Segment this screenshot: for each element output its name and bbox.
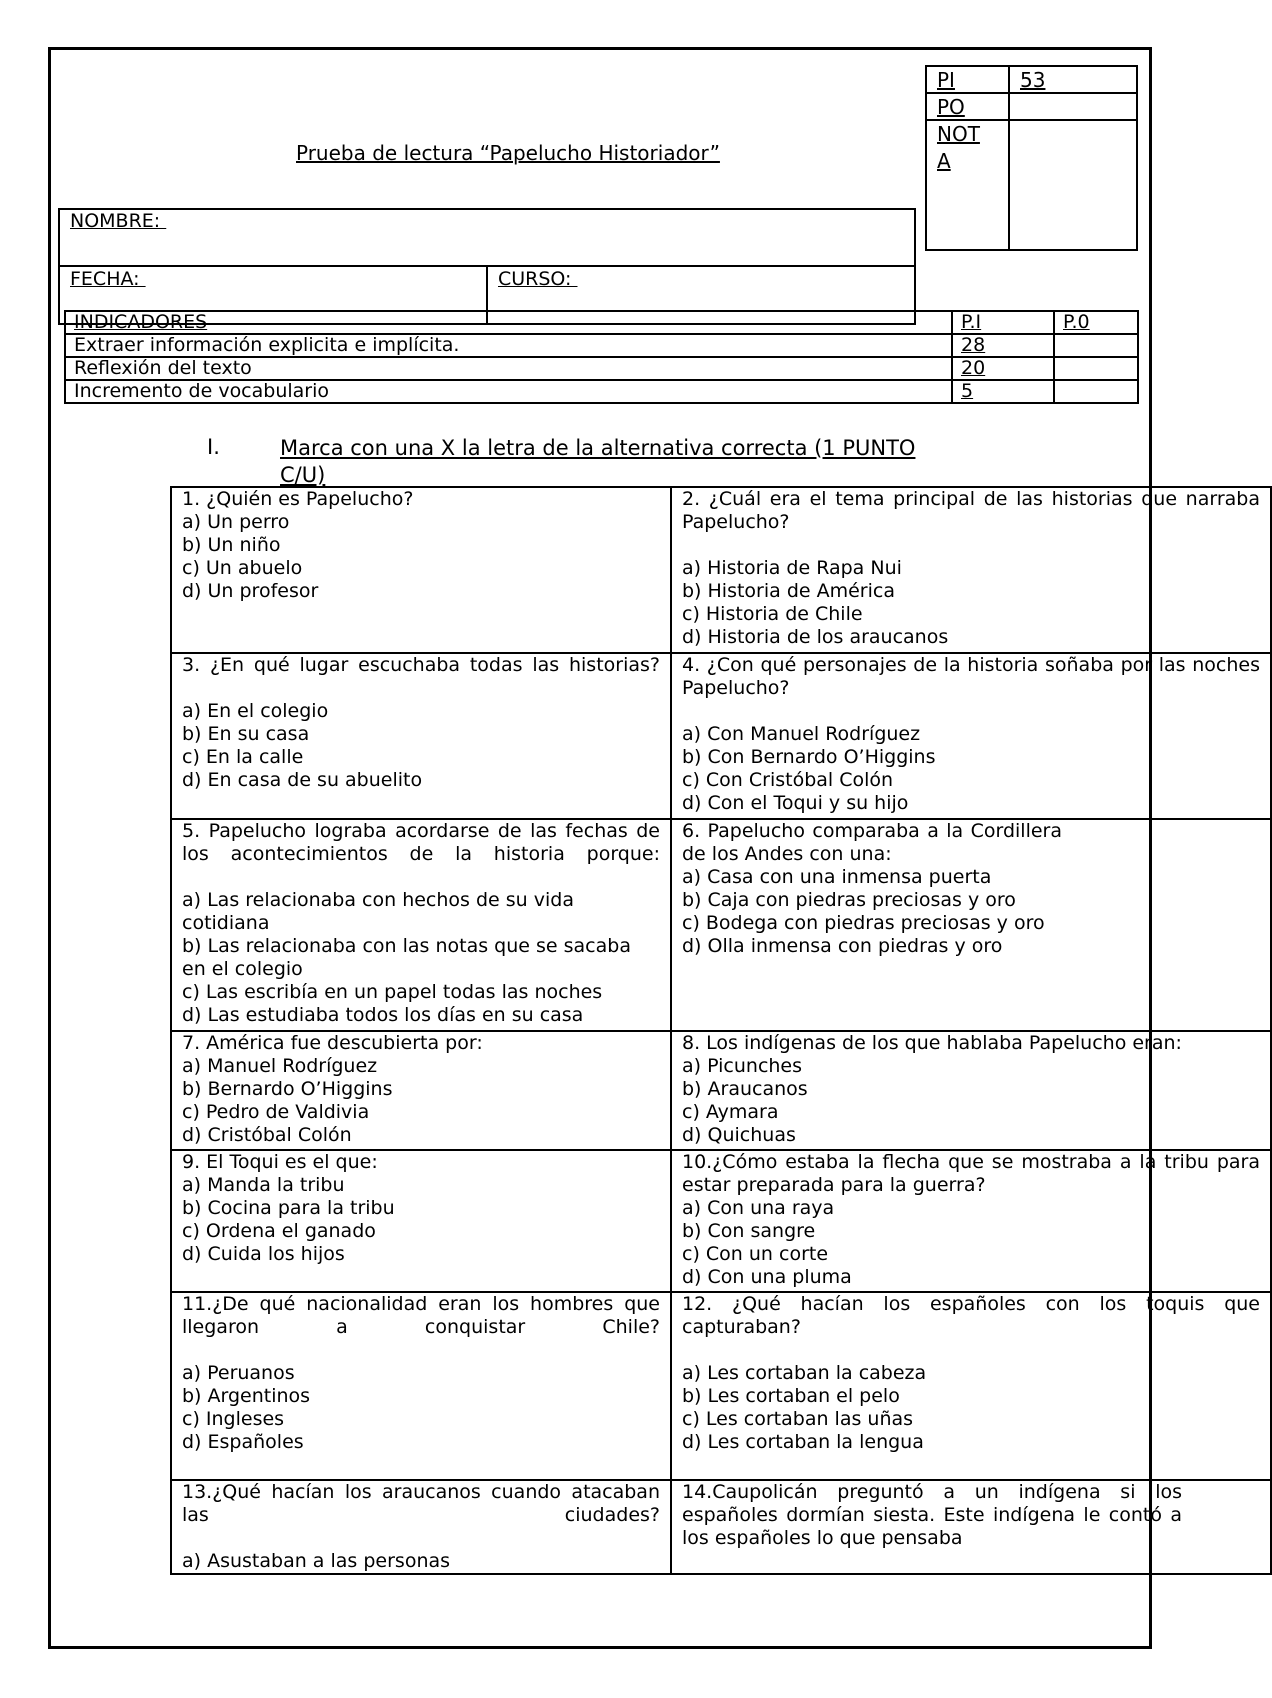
indicator-row — [65, 357, 1138, 380]
score-box-row-divider — [925, 119, 1138, 121]
answer-option[interactable]: d) Con el Toqui y su hijo — [682, 792, 909, 814]
answer-option[interactable]: a) Historia de Rapa Nui — [682, 557, 902, 579]
answer-option[interactable]: c) Historia de Chile — [682, 603, 863, 625]
answer-option[interactable]: b) Con Bernardo O’Higgins — [682, 746, 936, 768]
answer-option[interactable]: a) Con una raya — [682, 1197, 835, 1219]
question-cell — [671, 819, 1271, 1031]
question-row — [171, 1292, 1271, 1480]
page-title: Prueba de lectura “Papelucho Historiador” — [296, 141, 720, 165]
question-cell — [671, 1031, 1271, 1150]
answer-option[interactable]: a) Un perro — [182, 511, 290, 533]
answer-option[interactable]: c) Con Cristóbal Colón — [682, 769, 894, 791]
answer-option[interactable]: b) Bernardo O’Higgins — [182, 1078, 393, 1100]
score-box-row-divider — [925, 92, 1138, 94]
answer-option[interactable]: c) Las escribía en un papel todas las noches — [182, 981, 603, 1003]
indicator-label: Incremento de vocabulario — [65, 380, 952, 403]
answer-option[interactable]: b) Cocina para la tribu — [182, 1197, 395, 1219]
answer-option[interactable]: a) En el colegio — [182, 700, 329, 722]
question-cell — [671, 653, 1271, 819]
question-cell — [671, 1292, 1271, 1480]
question-text: 6. Papelucho comparaba a la Cordillera de los Andes con una: — [682, 820, 1062, 865]
date-label: FECHA: — [70, 268, 146, 290]
indicator-po-value[interactable] — [1054, 380, 1138, 403]
indicators-header-row — [65, 311, 1138, 334]
question-text: 13.¿Qué hacían los araucanos cuando atacaban las ciudades? — [182, 1481, 660, 1526]
answer-option[interactable]: b) Historia de América — [682, 580, 895, 602]
indicator-label: Extraer información explicita e implícita. — [65, 334, 952, 357]
question-text: 10.¿Cómo estaba la flecha que se mostraba a la tribu para estar preparada para la guerra? — [682, 1151, 1260, 1196]
indicator-row — [65, 380, 1138, 403]
answer-option[interactable]: d) Cristóbal Colón — [182, 1124, 352, 1146]
indicator-row — [65, 334, 1138, 357]
answer-option[interactable]: c) En la calle — [182, 746, 304, 768]
answer-option[interactable]: d) Quichuas — [682, 1124, 796, 1146]
question-text: 4. ¿Con qué personajes de la historia soñaba por las noches Papelucho? — [682, 654, 1260, 699]
po-column-header: P.0 — [1054, 311, 1138, 334]
question-text: 2. ¿Cuál era el tema principal de las historias que narraba Papelucho? — [682, 488, 1260, 533]
course-label: CURSO: — [498, 268, 578, 290]
question-row — [171, 819, 1271, 1031]
nota-label-line2: A — [937, 149, 951, 173]
answer-option[interactable]: d) Españoles — [182, 1431, 304, 1453]
question-cell — [171, 1150, 671, 1292]
answer-option[interactable]: b) Caja con piedras preciosas y oro — [682, 889, 1016, 911]
question-text: 11.¿De qué nacionalidad eran los hombres que llegaron a conquistar Chile? — [182, 1293, 660, 1338]
answer-option[interactable]: a) Picunches — [682, 1055, 803, 1077]
question-text: 12. ¿Qué hacían los españoles con los toquis que capturaban? — [682, 1293, 1260, 1338]
question-text: 9. El Toqui es el que: — [182, 1151, 378, 1173]
indicator-pi-value: 28 — [952, 334, 1054, 357]
answer-option[interactable]: b) En su casa — [182, 723, 310, 745]
po-label: PO — [937, 95, 965, 119]
question-cell — [171, 1031, 671, 1150]
question-cell — [171, 819, 671, 1031]
name-label: NOMBRE: — [70, 210, 167, 232]
indicator-po-value[interactable] — [1054, 357, 1138, 380]
section-instruction: Marca con una X la letra de la alternativa correcta (1 PUNTO C/U) — [280, 436, 916, 487]
question-cell — [171, 1292, 671, 1480]
answer-option[interactable]: c) Ordena el ganado — [182, 1220, 376, 1242]
answer-option[interactable]: b) Un niño — [182, 534, 281, 556]
answer-option[interactable]: a) Con Manuel Rodríguez — [682, 723, 921, 745]
question-text: 14.Caupolicán preguntó a un indígena si los españoles dormían siesta. Este indígena le contó a los españoles lo que pensaba — [682, 1481, 1182, 1549]
question-text: 1. ¿Quién es Papelucho? — [182, 488, 414, 510]
answer-option[interactable]: a) Manuel Rodríguez — [182, 1055, 378, 1077]
indicator-pi-value: 20 — [952, 357, 1054, 380]
question-text: 8. Los indígenas de los que hablaba Papelucho eran: — [682, 1032, 1182, 1054]
indicator-po-value[interactable] — [1054, 334, 1138, 357]
question-row — [171, 653, 1271, 819]
answer-option[interactable]: b) Araucanos — [682, 1078, 808, 1100]
questions-area — [170, 486, 1260, 1572]
question-cell — [171, 1480, 671, 1574]
answer-option[interactable]: c) Bodega con piedras preciosas y oro — [682, 912, 1045, 934]
question-row — [171, 1150, 1271, 1292]
answer-option[interactable]: c) Con un corte — [682, 1243, 829, 1265]
question-row — [171, 1031, 1271, 1150]
answer-option[interactable]: d) Cuida los hijos — [182, 1243, 345, 1265]
answer-option[interactable]: b) Argentinos — [182, 1385, 311, 1407]
answer-option[interactable]: c) Les cortaban las uñas — [682, 1408, 914, 1430]
answer-option[interactable]: a) Les cortaban la cabeza — [682, 1362, 927, 1384]
pi-column-header: P.I — [952, 311, 1054, 334]
answer-option[interactable]: d) Las estudiaba todos los días en su casa — [182, 1004, 584, 1026]
question-row — [171, 487, 1271, 653]
answer-option[interactable]: c) Un abuelo — [182, 557, 303, 579]
answer-option[interactable]: d) Olla inmensa con piedras y oro — [682, 935, 1003, 957]
indicator-pi-value: 5 — [952, 380, 1054, 403]
question-cell — [671, 1150, 1271, 1292]
answer-option[interactable]: b) Les cortaban el pelo — [682, 1385, 900, 1407]
answer-option[interactable]: a) Manda la tribu — [182, 1174, 345, 1196]
nota-label-line1: NOT — [937, 122, 980, 146]
answer-option[interactable]: d) Con una pluma — [682, 1266, 852, 1288]
answer-option[interactable]: c) Ingleses — [182, 1408, 285, 1430]
answer-option[interactable]: c) Pedro de Valdivia — [182, 1101, 370, 1123]
question-cell — [171, 653, 671, 819]
answer-option[interactable]: b) Con sangre — [682, 1220, 816, 1242]
answer-option[interactable]: a) Asustaban a las personas — [182, 1550, 451, 1572]
question-cell — [671, 1480, 1271, 1574]
pi-value: 53 — [1020, 68, 1046, 92]
answer-option[interactable]: d) En casa de su abuelito — [182, 769, 423, 791]
question-text: 3. ¿En qué lugar escuchaba todas las historias? — [182, 654, 660, 676]
pi-label: PI — [937, 68, 955, 92]
nota-value-field[interactable] — [1012, 123, 1134, 247]
question-text: 7. América fue descubierta por: — [182, 1032, 483, 1054]
questions-table — [170, 486, 1272, 1575]
question-text: 5. Papelucho lograba acordarse de las fechas de los acontecimientos de la historia porque: — [182, 820, 660, 865]
question-cell — [671, 487, 1271, 653]
indicator-label: Reflexión del texto — [65, 357, 952, 380]
answer-option[interactable]: a) Casa con una inmensa puerta — [682, 866, 992, 888]
indicators-header: INDICADORES — [65, 311, 952, 334]
section-number: I. — [207, 435, 220, 459]
answer-option[interactable]: a) Las relacionaba con hechos de su vida cotidiana — [182, 889, 574, 934]
answer-option[interactable]: d) Historia de los araucanos — [682, 626, 949, 648]
indicators-table — [64, 310, 1139, 404]
name-field[interactable] — [180, 210, 900, 258]
question-cell — [171, 487, 671, 653]
answer-option[interactable]: b) Las relacionaba con las notas que se sacaba en el colegio — [182, 935, 631, 980]
answer-option[interactable]: a) Peruanos — [182, 1362, 295, 1384]
answer-option[interactable]: d) Les cortaban la lengua — [682, 1431, 924, 1453]
answer-option[interactable]: d) Un profesor — [182, 580, 319, 602]
answer-option[interactable]: c) Aymara — [682, 1101, 779, 1123]
question-row — [171, 1480, 1271, 1574]
